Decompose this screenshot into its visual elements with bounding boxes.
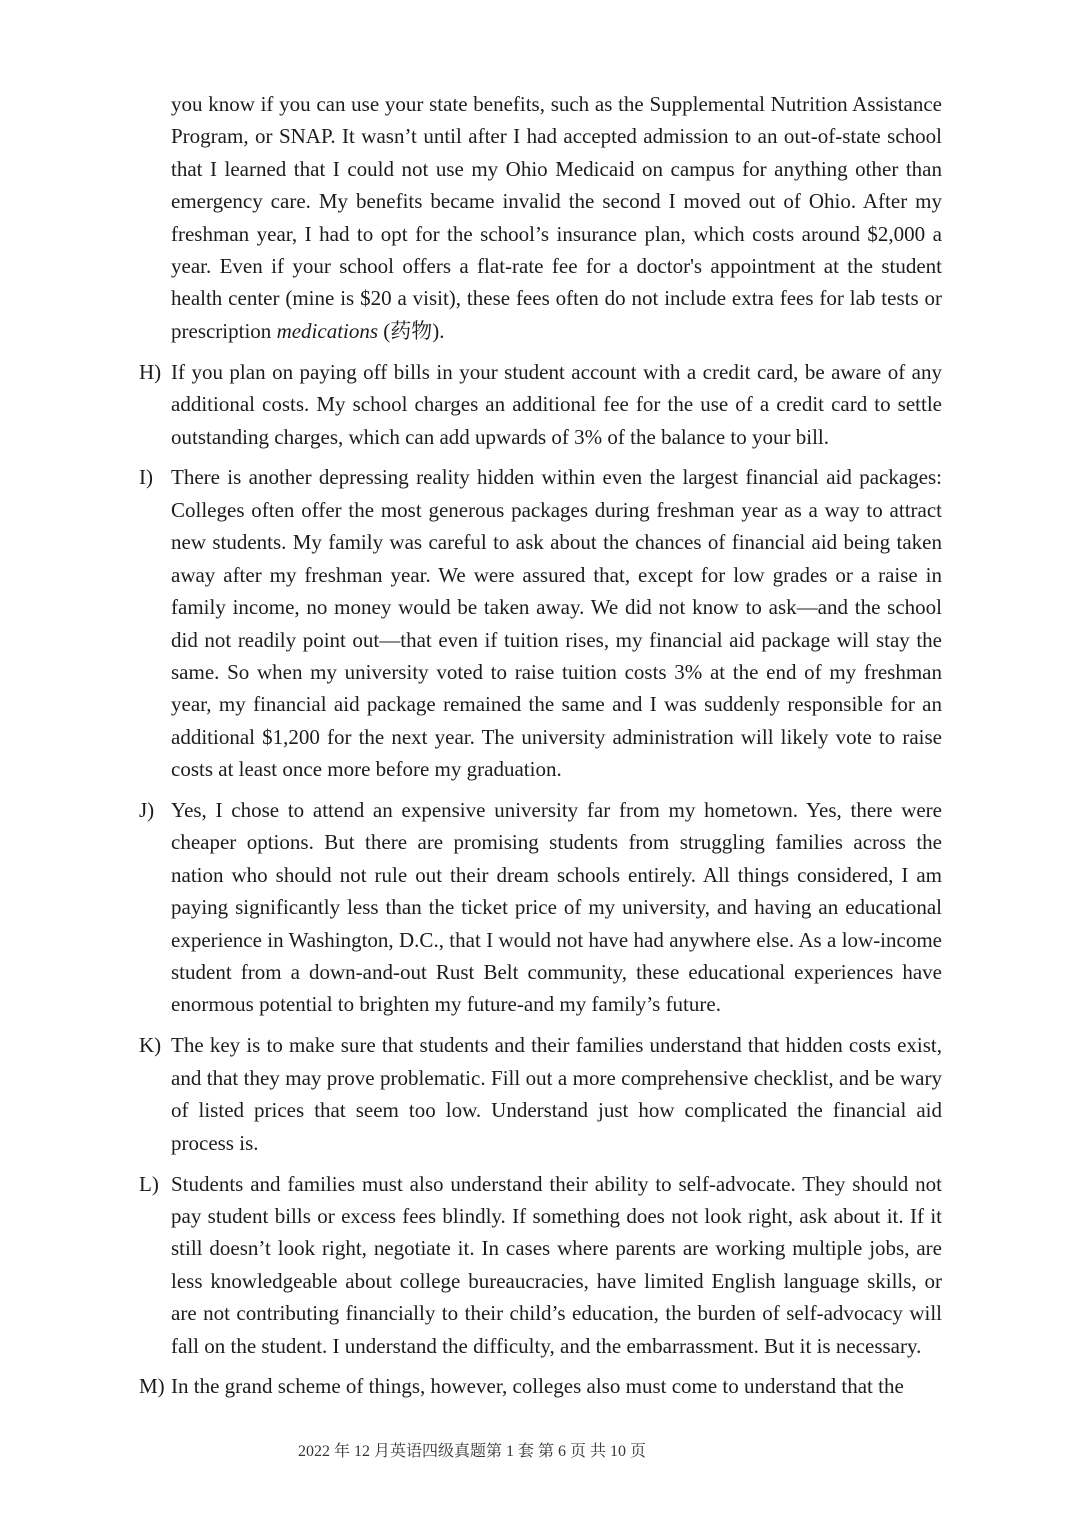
paragraph-label: H) — [139, 359, 162, 384]
paragraph-h — [139, 356, 942, 453]
paragraph-k — [139, 1029, 942, 1159]
continuation-italic: medications — [276, 318, 379, 343]
paragraph-m — [139, 1370, 942, 1402]
paragraph-label: K) — [139, 1033, 162, 1058]
continuation-text: you know if you can use your state benefits, such as the Supplemental Nutrition Assistance Program, or SNAP. It wasn’t until after I had accepted admission to an out-of-state school that I learned that I could not use my Ohio Medicaid on campus for anything other than emergency care. My benefits became invalid the second I moved out of Ohio. After my freshman year, I had to opt for the school’s insurance plan, which costs around $2,000 a year. Even if your school offers a flat-rate fee for a doctor's appointment at the student health center (mine is $20 a visit), these fees often do not include extra fees for lab tests or prescription — [171, 92, 942, 343]
footer-text: 2022 年 12 月英语四级真题第 1 套 第 6 页 共 10 页 — [298, 1443, 647, 1460]
paragraph-text: Yes, I chose to attend an expensive university far from my hometown. Yes, there were cheaper options. But there are promising students from struggling families across the nation who should not rule out their dream schools entirely. All things considered, I am paying significantly less than the ticket price of my university, and having an educational experience in Washington, D.C., that I would not have had anywhere else. As a low-income student from a down-and-out Rust Belt community, these educational experiences have enormous potential to brighten my future-and my family’s future. — [171, 798, 942, 1017]
paragraph-l — [139, 1168, 942, 1362]
paragraph-text: Students and families must also understand their ability to self-advocate. They should not pay student bills or excess fees blindly. If something does not look right, ask about it. If it still doesn’t look right, negotiate it. In cases where parents are working multiple jobs, are less knowledgeable about college bureaucracies, have limited English language skills, or are not contributing financially to their child’s education, the burden of self-advocacy will fall on the student. I understand the difficulty, and the embarrassment. But it is necessary. — [171, 1171, 942, 1358]
article-body — [139, 88, 942, 1411]
paragraph-label: M) — [139, 1374, 165, 1399]
paragraph-text: In the grand scheme of things, however, colleges also must come to understand that the — [171, 1374, 904, 1399]
paragraph-i — [139, 461, 942, 785]
paragraph-text: The key is to make sure that students and their families understand that hidden costs exist, and that they may prove problematic. Fill out a more comprehensive checklist, and be wary of listed prices that seem too low. Understand just how complicated the financial aid process is. — [171, 1033, 942, 1155]
paragraph-j — [139, 794, 942, 1021]
paragraph-text: If you plan on paying off bills in your student account with a credit card, be aware of any additional costs. My school charges an additional fee for the use of a credit card to settle outstanding charges, which can add upwards of 3% of the balance to your bill. — [171, 359, 942, 449]
paragraph-continuation — [139, 88, 942, 347]
paragraph-label: J) — [139, 798, 155, 823]
paragraph-label: L) — [139, 1171, 159, 1196]
continuation-tail: (药物). — [378, 318, 445, 343]
paragraph-text: There is another depressing reality hidden within even the largest financial aid packages: Colleges often offer the most generous packages during freshman year as a way to attract new students. My family was careful to ask about the chances of financial aid being taken away after my freshman year. We were assured that, except for low grades or a raise in family income, no money would be taken away. We did not know to ask—and the school did not readily point out—that even if tuition rises, my financial aid package will stay the same. So when my university voted to raise tuition costs 3% at the end of my freshman year, my financial aid package remained the same and I was suddenly responsible for an additional $1,200 for the next year. The university administration will likely vote to raise costs at least once more before my graduation. — [171, 465, 942, 782]
paragraph-label: I) — [139, 465, 153, 490]
